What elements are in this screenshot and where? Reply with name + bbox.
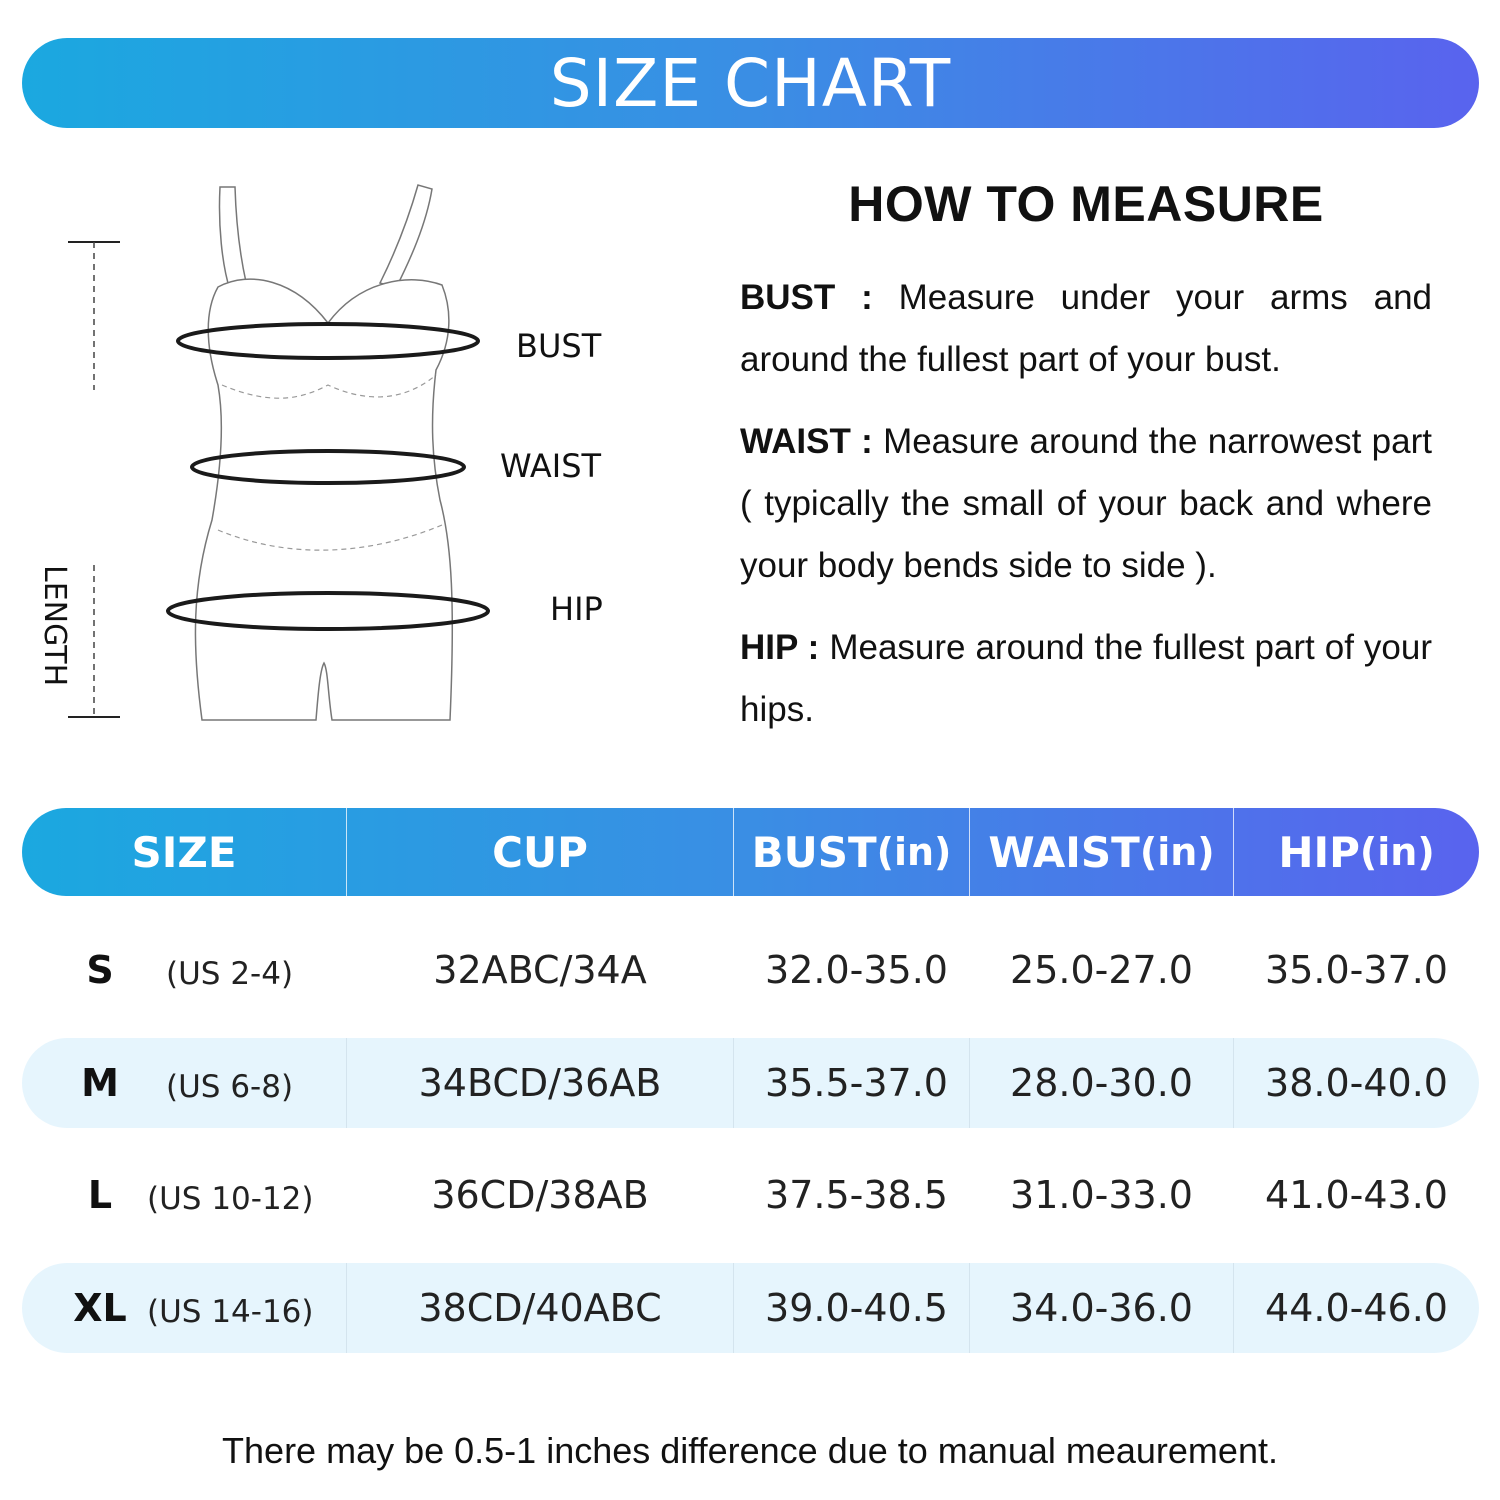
page-title: SIZE CHART [549, 44, 952, 122]
table-row [22, 1150, 1479, 1240]
header-waist-label: WAIST [988, 827, 1140, 877]
header-waist [970, 808, 1233, 896]
bust-label: BUST [516, 327, 602, 365]
waist-cell: 28.0-30.0 [1010, 1061, 1193, 1105]
bust-instruction [740, 267, 1432, 391]
hip-cell: 44.0-46.0 [1265, 1286, 1448, 1330]
header-bust-unit: (in) [876, 830, 952, 874]
measurement-note: There may be 0.5-1 inches difference due to manual meaurement. [222, 1430, 1278, 1471]
size-cell: S [86, 948, 114, 992]
table-row [22, 1038, 1479, 1128]
bust-text: Measure under your arms and around the fullest part of your bust. [740, 278, 1433, 379]
bust-term: BUST : [740, 278, 873, 317]
header-bust [734, 808, 969, 896]
waist-cell: 25.0-27.0 [1010, 948, 1193, 992]
cup-cell: 32ABC/34A [433, 948, 647, 992]
bust-cell: 37.5-38.5 [765, 1173, 948, 1217]
bust-cell: 39.0-40.5 [765, 1286, 948, 1330]
cup-cell: 38CD/40ABC [418, 1286, 662, 1330]
length-label: LENGTH [37, 565, 72, 687]
how-to-measure-heading: HOW TO MEASURE [848, 176, 1324, 232]
hip-cell: 35.0-37.0 [1265, 948, 1448, 992]
header-size-label: SIZE [131, 827, 237, 877]
header-hip [1234, 808, 1479, 896]
us-size-cell: (US 2-4) [166, 956, 294, 992]
header-hip-unit: (in) [1359, 830, 1435, 874]
title-banner [22, 38, 1479, 128]
us-size-cell: (US 10-12) [147, 1181, 314, 1217]
header-cup-label: CUP [492, 827, 588, 877]
waist-term: WAIST : [740, 422, 873, 461]
size-cell: M [81, 1061, 119, 1105]
table-row [22, 925, 1479, 1015]
header-size [22, 808, 346, 896]
us-size-cell: (US 6-8) [166, 1069, 294, 1105]
waist-cell: 34.0-36.0 [1010, 1286, 1193, 1330]
size-cell: XL [73, 1286, 127, 1330]
cup-cell: 36CD/38AB [431, 1173, 649, 1217]
waist-text: Measure around the narrowest part ( typically the small of your back and where your body bends side to side ). [740, 422, 1432, 585]
us-size-cell: (US 14-16) [147, 1294, 314, 1330]
table-row [22, 1263, 1479, 1353]
garment-diagram [37, 175, 660, 745]
waist-instruction [740, 411, 1432, 597]
size-cell: L [87, 1173, 113, 1217]
hip-text: Measure around the fullest part of your hips. [740, 628, 1432, 729]
header-hip-label: HIP [1278, 827, 1360, 877]
cup-cell: 34BCD/36AB [418, 1061, 662, 1105]
header-waist-unit: (in) [1139, 830, 1215, 874]
hip-cell: 38.0-40.0 [1265, 1061, 1448, 1105]
hip-cell: 41.0-43.0 [1265, 1173, 1448, 1217]
header-cup [347, 808, 733, 896]
bust-cell: 32.0-35.0 [765, 948, 948, 992]
hip-term: HIP : [740, 628, 820, 667]
how-to-measure-section [740, 175, 1432, 741]
waist-cell: 31.0-33.0 [1010, 1173, 1193, 1217]
hip-instruction [740, 617, 1432, 741]
hip-label: HIP [550, 590, 603, 628]
bust-cell: 35.5-37.0 [765, 1061, 948, 1105]
table-header [22, 808, 1479, 896]
header-bust-label: BUST [751, 827, 877, 877]
waist-label: WAIST [500, 447, 602, 485]
